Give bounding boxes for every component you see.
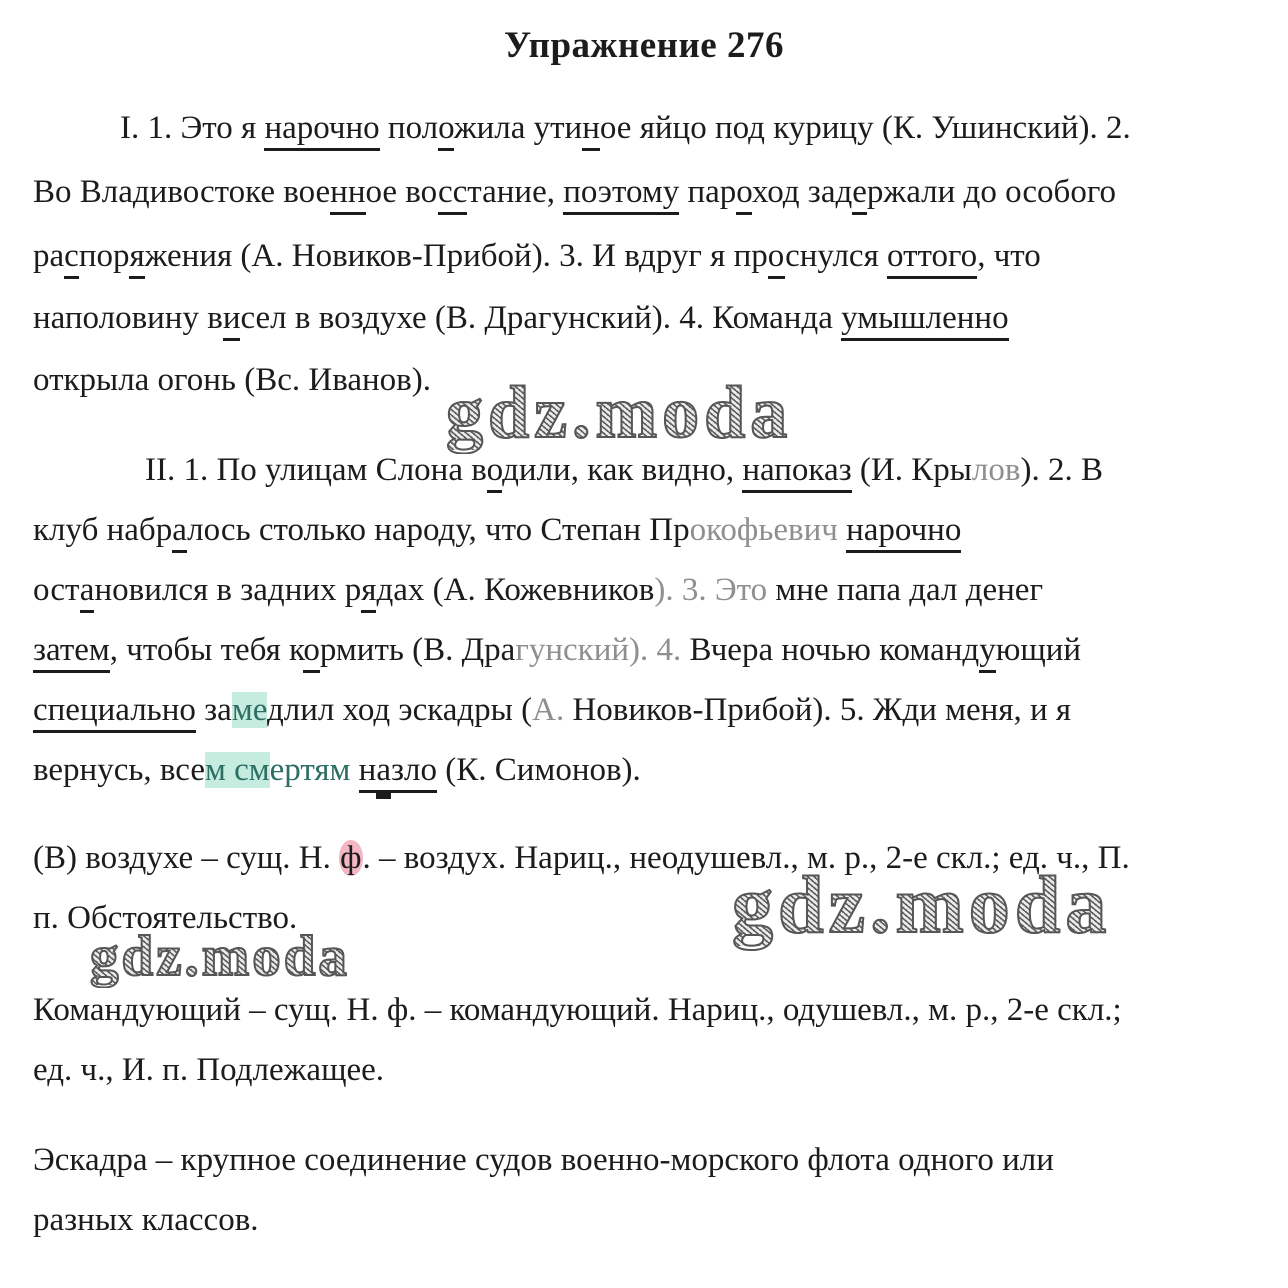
faded-text: лов: [971, 452, 1021, 488]
text-segment: , чтобы тебя к: [109, 632, 304, 668]
text-segment: I. 1. Это я: [120, 110, 265, 146]
text-segment: ржали до особого: [866, 174, 1117, 210]
text-segment: рмить (В. Дра: [319, 632, 516, 668]
faded-text: ). 3. Это: [654, 572, 768, 608]
teal-text: ме: [231, 692, 267, 728]
underlined-text: н: [359, 752, 377, 793]
text-segment: (И. Кры: [851, 452, 972, 488]
text-line-13: [33, 898, 297, 938]
exercise-title: Упражнение 276: [504, 25, 784, 66]
text-segment: [350, 752, 358, 788]
text-segment: мне папа дал денег: [767, 572, 1043, 608]
underlined-text: я: [129, 238, 144, 279]
underlined-text: напоказ: [742, 452, 851, 493]
text-segment: открыла огонь (Вс. Иванов).: [33, 362, 431, 398]
text-segment: ое во: [365, 174, 438, 210]
text-line-14: [33, 990, 1122, 1030]
text-segment: ющий: [995, 632, 1082, 668]
underlined-text: я: [361, 572, 376, 613]
text-segment: пор: [78, 238, 130, 274]
text-line-4: [33, 298, 1009, 338]
text-segment: ). 2. В: [1020, 452, 1103, 488]
underlined-text: е: [852, 174, 867, 215]
watermark-left: gdz.moda: [90, 925, 350, 988]
text-line-11: [33, 750, 641, 790]
text-segment: Вчера ночью команд: [681, 632, 980, 668]
text-line-15: [33, 1050, 384, 1090]
underlined-text: нарочно: [846, 512, 961, 553]
text-segment: вернусь, все: [33, 752, 205, 788]
underlined-text: о: [303, 632, 320, 673]
faded-text: гунский). 4.: [515, 632, 682, 668]
underlined-text: нн: [330, 174, 365, 215]
watermark-right: gdz.moda: [732, 859, 1112, 950]
text-line-17: [33, 1200, 259, 1240]
underlined-text: а: [80, 572, 95, 613]
text-segment: разных классов.: [33, 1202, 259, 1238]
text-line-3: [33, 236, 1041, 276]
text-segment: (К. Симонов).: [437, 752, 641, 788]
text-line-2: [33, 172, 1116, 212]
teal-text: ертям: [269, 752, 351, 788]
underlined-text: специально: [33, 692, 196, 733]
faded-text: А.: [532, 692, 565, 728]
underlined-text: умышленно: [841, 300, 1008, 341]
text-segment: наполовину в: [33, 300, 223, 336]
text-line-9: [33, 630, 1081, 670]
underlined-text: о: [768, 238, 785, 279]
underlined-text: а: [376, 752, 391, 793]
text-segment: Эскадра – крупное соединение судов военно-морского флота одного или: [33, 1142, 1054, 1178]
text-segment: Командующий – сущ. Н. ф. – командующий. Нариц., одушевл., м. р., 2-е скл.;: [33, 992, 1122, 1028]
underlined-text: нарочно: [264, 110, 379, 151]
text-segment: жения (А. Новиков-Прибой). 3. И вдруг я пр: [144, 238, 768, 274]
text-segment: новился в задних р: [94, 572, 362, 608]
highlighted-letter: ф: [340, 840, 362, 876]
underlined-text: и: [223, 300, 241, 341]
text-segment: ход зад: [751, 174, 853, 210]
text-segment: ед. ч., И. п. Подлежащее.: [33, 1052, 385, 1088]
underlined-text: н: [582, 110, 600, 151]
text-segment: тание,: [467, 174, 564, 210]
text-segment: пол: [379, 110, 439, 146]
teal-text: м см: [204, 752, 270, 788]
underlined-text: а: [172, 512, 187, 553]
underlined-text: с: [64, 238, 79, 279]
text-segment: сел в воздухе (В. Драгунский). 4. Команда: [240, 300, 842, 336]
watermark-center: gdz.moda: [446, 372, 793, 454]
text-segment: Во Владивостоке вое: [33, 174, 331, 210]
underlined-text: сс: [438, 174, 467, 215]
text-segment: [838, 512, 846, 548]
text-segment: , что: [977, 238, 1041, 274]
text-segment: . – воздух. Нариц., неодушевл., м. р., 2-е скл.; ед. ч., П.: [362, 840, 1130, 876]
underlined-text: зло: [391, 752, 437, 793]
text-segment: п. Обстоятельство.: [33, 900, 298, 936]
text-segment: Новиков-Прибой). 5. Жди меня, и я: [564, 692, 1072, 728]
underlined-text: оттого: [887, 238, 977, 279]
text-segment: пар: [679, 174, 737, 210]
text-segment: (В) воздухе – сущ. Н.: [33, 840, 340, 876]
text-line-6: [145, 450, 1103, 490]
text-segment: лось столько народу, что Степан Пр: [187, 512, 690, 548]
text-segment: снулся: [785, 238, 887, 274]
text-segment: за: [195, 692, 232, 728]
underlined-text: поэтому: [563, 174, 679, 215]
text-segment: длил ход эскадры (: [266, 692, 533, 728]
text-segment: клуб набр: [33, 512, 173, 548]
text-segment: II. 1. По улицам Слона в: [145, 452, 487, 488]
text-line-5: [33, 360, 431, 400]
text-segment: дили, как видно,: [502, 452, 743, 488]
underlined-text: о: [487, 452, 503, 493]
text-segment: жила ути: [453, 110, 583, 146]
text-line-16: [33, 1140, 1054, 1180]
underlined-text: у: [979, 632, 996, 673]
text-segment: дах (А. Кожевников: [376, 572, 655, 608]
text-line-12: [33, 838, 1130, 878]
underlined-text: затем: [33, 632, 110, 673]
text-line-8: [33, 570, 1043, 610]
text-line-7: [33, 510, 961, 550]
underlined-text: о: [438, 110, 454, 151]
underlined-text: о: [736, 174, 752, 215]
text-line-10: [33, 690, 1071, 730]
faded-text: окофьевич: [689, 512, 838, 548]
text-line-1: [120, 108, 1131, 148]
text-segment: ост: [33, 572, 80, 608]
text-segment: ра: [33, 238, 65, 274]
text-segment: ое яйцо под курицу (К. Ушинский). 2.: [599, 110, 1131, 146]
